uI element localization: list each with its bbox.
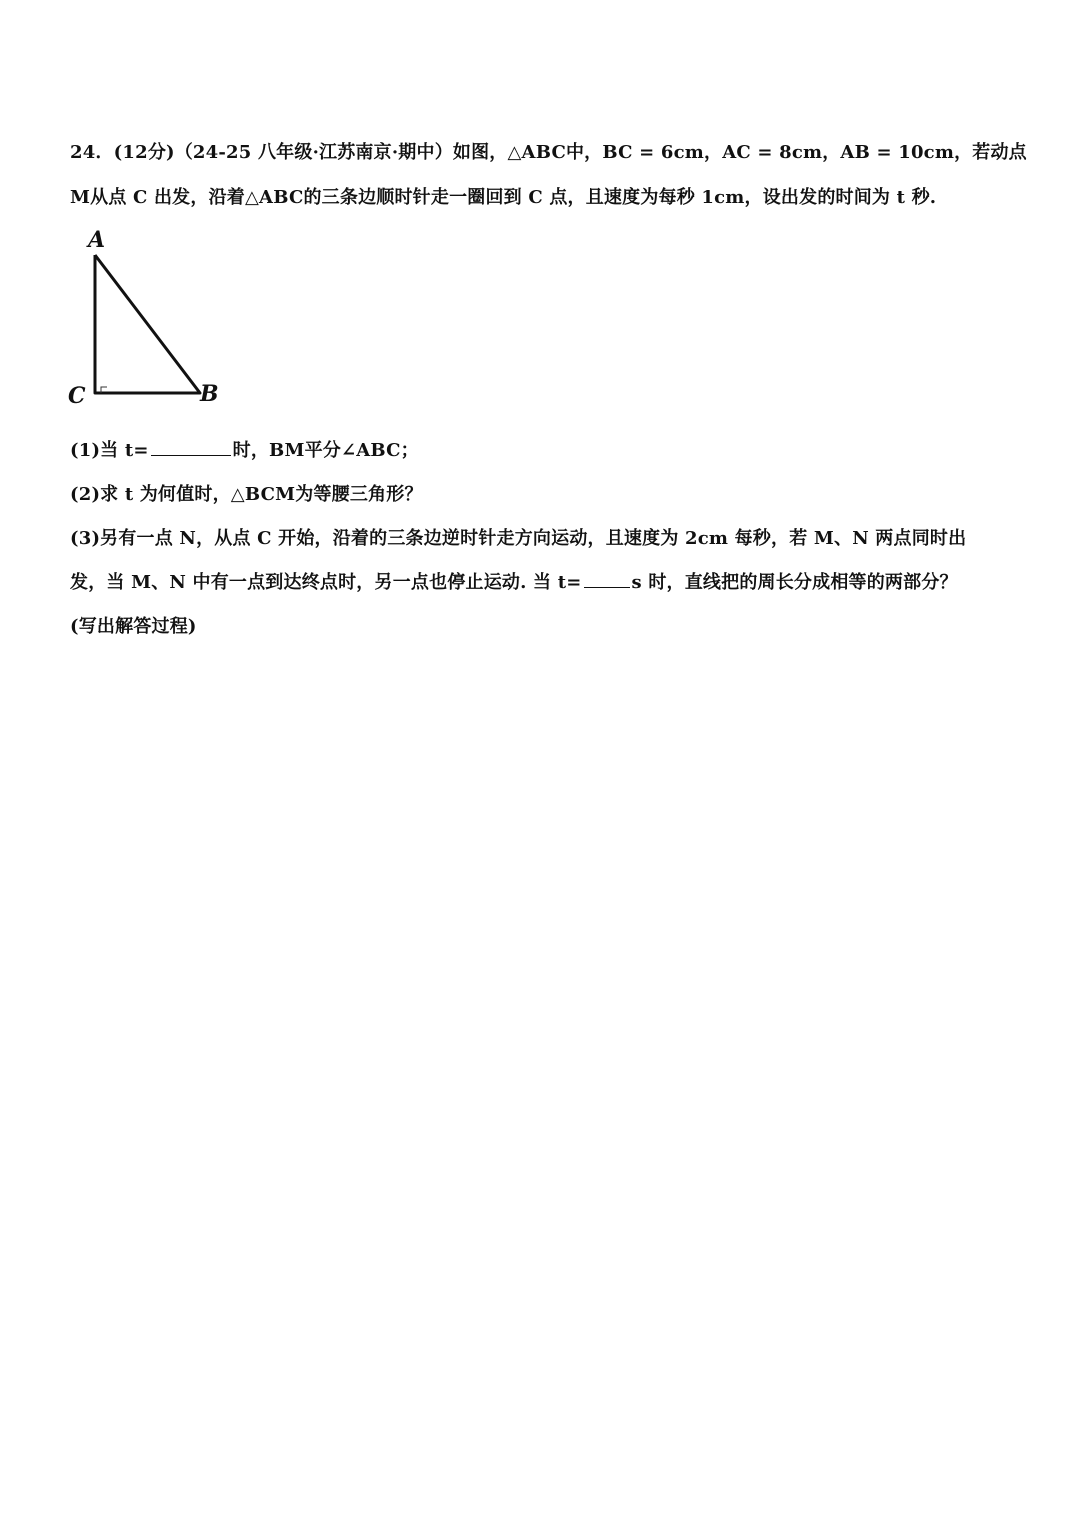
question-1 bbox=[70, 436, 419, 462]
question-3-line-2 bbox=[70, 568, 958, 594]
answer-blank-3[interactable] bbox=[584, 571, 630, 588]
question-3-line-3: (写出解答过程) bbox=[70, 616, 197, 637]
vertex-label-b: B bbox=[200, 381, 219, 407]
question-3-line-1: (3)另有一点 N，从点 C 开始，沿着的三条边逆时针走方向运动，且速度为 2cm 每秒，若 M、N 两点同时出 bbox=[70, 528, 967, 549]
triangle-edges bbox=[95, 255, 200, 393]
triangle-diagram bbox=[60, 225, 240, 415]
vertex-label-a: A bbox=[88, 227, 106, 253]
vertex-label-c: C bbox=[68, 383, 86, 409]
question-3-prefix: 发，当 M、N 中有一点到达终点时，另一点也停止运动. 当 t= bbox=[70, 572, 582, 593]
triangle-figure bbox=[60, 225, 240, 415]
question-2: (2)求 t 为何值时，△BCM为等腰三角形？ bbox=[70, 484, 423, 505]
problem-statement-line-1: 24．(12分)（24-25 八年级·江苏南京·期中）如图，△ABC中，BC = 6cm，AC = 8cm，AB = 10cm，若动点 bbox=[70, 142, 1027, 163]
question-3-suffix: s 时，直线把的周长分成相等的两部分？ bbox=[631, 572, 958, 593]
problem-statement-line-2: M从点 C 出发，沿着△ABC的三条边顺时针走一圈回到 C 点，且速度为每秒 1cm，设出发的时间为 t 秒. bbox=[70, 187, 937, 208]
question-1-suffix: 时，BM平分∠ABC； bbox=[232, 440, 419, 461]
answer-blank-1[interactable] bbox=[151, 439, 231, 456]
question-1-prefix: (1)当 t= bbox=[70, 440, 149, 461]
